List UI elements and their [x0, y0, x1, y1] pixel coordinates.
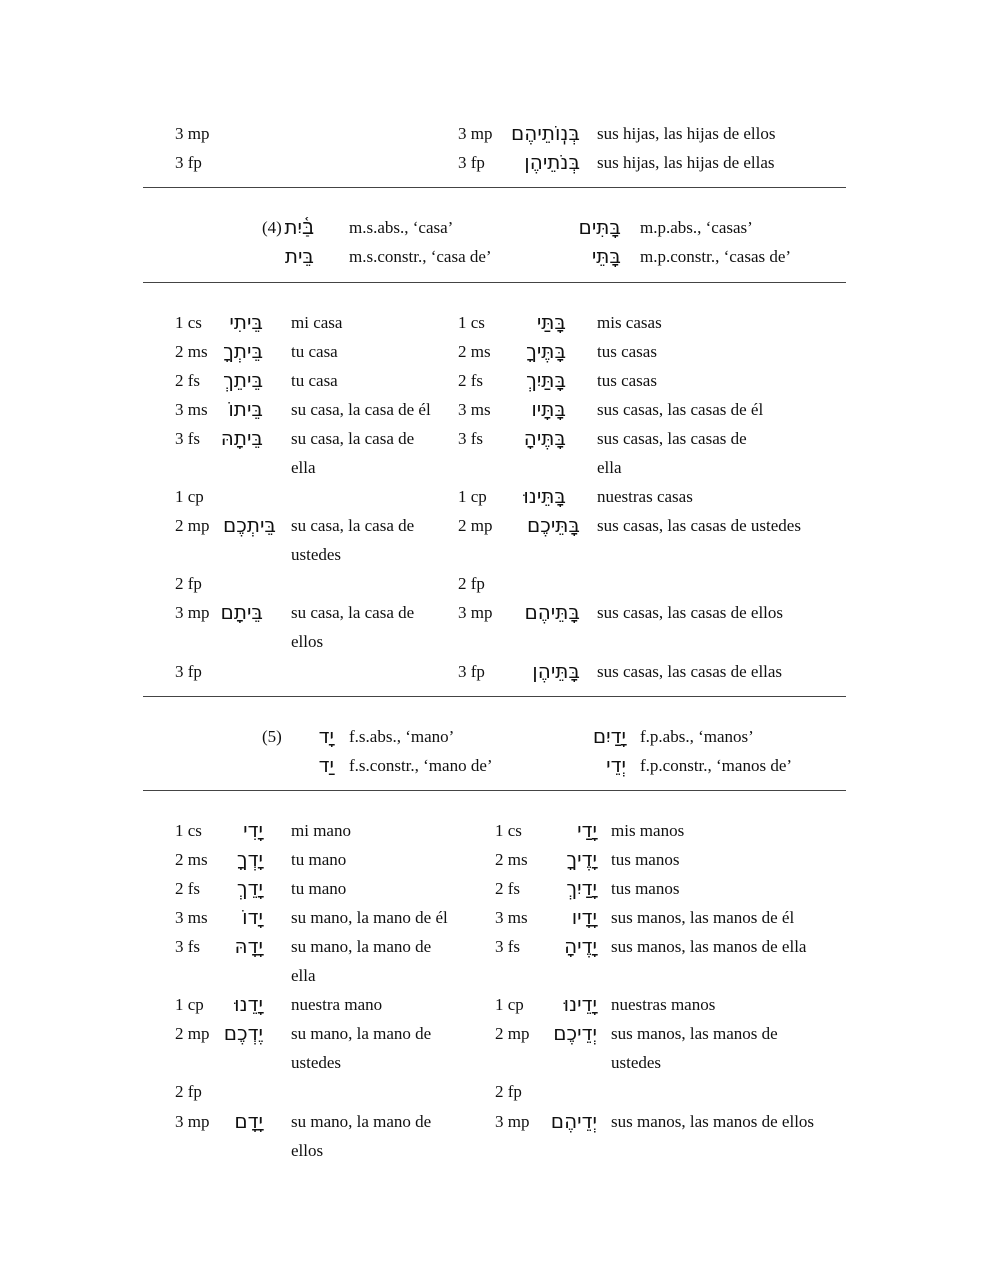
yad-left-pgn: 3 mp [175, 1112, 210, 1131]
bayit-right-gloss: tus casas [597, 342, 657, 361]
yad-left-hebrew: יָדֵךְ [236, 876, 263, 900]
bayit-right-hebrew: בָּתָּיו [531, 397, 566, 421]
bayit-right-hebrew: בָּתֵּיכֶם [526, 513, 580, 537]
bayit-right-gloss: sus casas, las casas de él [597, 400, 764, 419]
yad-right-gloss: mis manos [611, 821, 685, 840]
yad-left-hebrew: יָדָהּ [234, 934, 263, 958]
top-row2-right-pgn: 3 fp [458, 153, 485, 172]
divider [143, 790, 846, 791]
yad-right-gloss: sus manos, las manos de [611, 1024, 778, 1043]
bayit-right-hebrew: בָּתַּיִךְ [526, 368, 566, 392]
yad-right-gloss: nuestras manos [611, 995, 716, 1014]
yad-left-hebrew: יָדִי [243, 818, 263, 842]
yad-pl-abs-hebrew: יָדַיִם [592, 724, 626, 748]
entry-number: (5) [262, 727, 282, 746]
yad-sg-abs-hebrew: יָד [318, 724, 334, 748]
yad-left-pgn: 2 fp [175, 1082, 202, 1101]
yad-left-hebrew: יָדֵנוּ [234, 992, 263, 1016]
yad-left-pgn: 3 fs [175, 937, 201, 956]
divider [143, 187, 846, 188]
bayit-right-pgn: 2 ms [458, 342, 491, 361]
bayit-left-gloss: su casa, la casa de [291, 603, 415, 622]
bayit-left-pgn: 1 cp [175, 487, 204, 506]
bayit-sg-abs-hebrew: בַּ֫יִת [284, 215, 314, 239]
yad-left-gloss-cont: ellos [291, 1141, 324, 1160]
bayit-right-hebrew: בָּתֶּיהָ [523, 426, 566, 450]
top-row2-left-pgn: 3 fp [175, 153, 202, 172]
top-row1-right-hebrew: בְּנֽוֹתֵיהֶם [511, 121, 580, 145]
bayit-right-hebrew: בָּתֵּיהֶם [524, 600, 580, 624]
bayit-pl-abs-hebrew: בָּתִּים [578, 215, 621, 239]
yad-left-hebrew: יָדְךָ [236, 847, 263, 871]
bayit-right-hebrew: בָּתַּי [536, 310, 566, 334]
yad-right-pgn: 1 cs [495, 821, 522, 840]
bayit-left-gloss: tu casa [291, 371, 338, 390]
yad-right-hebrew: יָדַיִךְ [566, 876, 597, 900]
bayit-left-pgn: 3 fs [175, 429, 201, 448]
bayit-left-pgn: 3 fp [175, 662, 202, 681]
top-row2-right-hebrew: בְּנֹתֵיהֶן [524, 150, 580, 174]
yad-left-pgn: 2 fs [175, 879, 201, 898]
yad-right-hebrew: יָדַי [577, 818, 597, 842]
yad-left-hebrew: יֶדְכֶם [223, 1021, 263, 1045]
bayit-right-gloss: sus casas, las casas de [597, 429, 747, 448]
bayit-left-hebrew: בֵּיתְכֶם [222, 513, 276, 537]
bayit-sg-constr-gloss: m.s.constr., ‘casa de’ [349, 247, 492, 266]
yad-pl-abs-gloss: f.p.abs., ‘manos’ [640, 727, 754, 746]
yad-right-pgn: 3 ms [495, 908, 528, 927]
yad-left-pgn: 1 cs [175, 821, 202, 840]
bayit-left-hebrew: בֵּיתִי [229, 310, 263, 334]
bayit-left-gloss-cont: ella [291, 458, 316, 477]
bayit-right-pgn: 3 mp [458, 603, 493, 622]
bayit-right-gloss: mis casas [597, 313, 662, 332]
top-row1-right-gloss: sus hijas, las hijas de ellos [597, 124, 776, 143]
yad-pl-constr-gloss: f.p.constr., ‘manos de’ [640, 756, 793, 775]
bayit-right-pgn: 2 mp [458, 516, 493, 535]
bayit-pl-abs-gloss: m.p.abs., ‘casas’ [640, 218, 753, 237]
bayit-pl-constr-gloss: m.p.constr., ‘casas de’ [640, 247, 792, 266]
bayit-right-pgn: 3 fs [458, 429, 484, 448]
bayit-left-pgn: 3 mp [175, 603, 210, 622]
bayit-left-hebrew: בֵּיתֵךְ [223, 368, 263, 392]
bayit-left-hebrew: בֵּיתָהּ [220, 426, 263, 450]
bayit-left-hebrew: בֵּיתְךָ [223, 339, 263, 363]
yad-right-hebrew: יָדֵינוּ [563, 992, 597, 1016]
bayit-left-pgn: 2 fs [175, 371, 201, 390]
bayit-right-hebrew: בָּתֵּיהֶן [532, 659, 580, 683]
yad-left-pgn: 3 ms [175, 908, 208, 927]
yad-right-gloss-cont: ustedes [611, 1053, 662, 1072]
bayit-right-gloss: sus casas, las casas de ellos [597, 603, 784, 622]
bayit-left-gloss-cont: ellos [291, 632, 324, 651]
bayit-right-gloss-cont: ella [597, 458, 622, 477]
top-row1-left-pgn: 3 mp [175, 124, 210, 143]
bayit-left-gloss: su casa, la casa de [291, 516, 415, 535]
bayit-left-gloss: su casa, la casa de [291, 429, 415, 448]
yad-right-pgn: 1 cp [495, 995, 524, 1014]
yad-right-gloss: sus manos, las manos de ella [611, 937, 807, 956]
bayit-right-gloss: nuestras casas [597, 487, 693, 506]
yad-left-gloss-cont: ustedes [291, 1053, 342, 1072]
yad-left-gloss: tu mano [291, 879, 347, 898]
yad-right-gloss: tus manos [611, 879, 680, 898]
yad-right-hebrew: יָדֶיהָ [564, 934, 597, 958]
bayit-right-pgn: 2 fp [458, 574, 485, 593]
bayit-right-pgn: 3 fp [458, 662, 485, 681]
bayit-right-pgn: 2 fs [458, 371, 484, 390]
yad-left-gloss: nuestra mano [291, 995, 383, 1014]
yad-left-gloss: mi mano [291, 821, 351, 840]
bayit-left-pgn: 3 ms [175, 400, 208, 419]
yad-left-gloss: tu mano [291, 850, 347, 869]
yad-sg-constr-gloss: f.s.constr., ‘mano de’ [349, 756, 493, 775]
bayit-left-gloss-cont: ustedes [291, 545, 342, 564]
yad-right-pgn: 3 mp [495, 1112, 530, 1131]
bayit-left-pgn: 2 mp [175, 516, 210, 535]
bayit-sg-constr-hebrew: בֵּית [284, 244, 314, 268]
yad-left-gloss: su mano, la mano de [291, 1112, 432, 1131]
bayit-left-hebrew: בֵּיתוֹ [228, 397, 263, 421]
yad-sg-constr-hebrew: יַד [318, 753, 334, 777]
yad-right-gloss: sus manos, las manos de él [611, 908, 795, 927]
bayit-right-pgn: 1 cp [458, 487, 487, 506]
yad-left-pgn: 2 mp [175, 1024, 210, 1043]
yad-left-gloss-cont: ella [291, 966, 316, 985]
bayit-left-gloss: tu casa [291, 342, 338, 361]
bayit-left-pgn: 2 fp [175, 574, 202, 593]
bayit-right-gloss: tus casas [597, 371, 657, 390]
yad-right-pgn: 2 mp [495, 1024, 530, 1043]
yad-sg-abs-gloss: f.s.abs., ‘mano’ [349, 727, 455, 746]
bayit-left-pgn: 2 ms [175, 342, 208, 361]
bayit-left-hebrew: בֵּיתָם [220, 600, 263, 624]
yad-left-gloss: su mano, la mano de él [291, 908, 448, 927]
divider [143, 696, 846, 697]
yad-left-pgn: 1 cp [175, 995, 204, 1014]
yad-left-gloss: su mano, la mano de [291, 937, 432, 956]
top-row2-right-gloss: sus hijas, las hijas de ellas [597, 153, 775, 172]
top-row1-right-pgn: 3 mp [458, 124, 493, 143]
bayit-left-gloss: su casa, la casa de él [291, 400, 431, 419]
bayit-right-pgn: 1 cs [458, 313, 485, 332]
yad-right-pgn: 3 fs [495, 937, 521, 956]
yad-left-hebrew: יָדָם [234, 1109, 263, 1133]
yad-left-pgn: 2 ms [175, 850, 208, 869]
bayit-right-pgn: 3 ms [458, 400, 491, 419]
yad-right-pgn: 2 fp [495, 1082, 522, 1101]
bayit-left-gloss: mi casa [291, 313, 343, 332]
yad-right-pgn: 2 ms [495, 850, 528, 869]
yad-pl-constr-hebrew: יְדֵי [606, 753, 626, 777]
yad-right-hebrew: יָדָיו [571, 905, 597, 929]
yad-right-gloss: sus manos, las manos de ellos [611, 1112, 815, 1131]
yad-left-hebrew: יָדוֹ [242, 905, 263, 929]
divider [143, 282, 846, 283]
yad-right-gloss: tus manos [611, 850, 680, 869]
bayit-pl-constr-hebrew: בָּתֵּי [591, 244, 621, 268]
yad-right-hebrew: יָדֶיךָ [566, 847, 597, 871]
bayit-right-gloss: sus casas, las casas de ellas [597, 662, 783, 681]
bayit-left-pgn: 1 cs [175, 313, 202, 332]
bayit-sg-abs-gloss: m.s.abs., ‘casa’ [349, 218, 454, 237]
yad-right-hebrew: יְדֵיהֶם [550, 1109, 597, 1133]
yad-right-hebrew: יְדֵיכֶם [553, 1021, 597, 1045]
bayit-right-hebrew: בָּתֶּיךָ [526, 339, 566, 363]
bayit-right-hebrew: בָּתֵּינוּ [523, 484, 566, 508]
entry-number: (4) [262, 218, 282, 237]
bayit-right-gloss: sus casas, las casas de ustedes [597, 516, 801, 535]
yad-left-gloss: su mano, la mano de [291, 1024, 432, 1043]
yad-right-pgn: 2 fs [495, 879, 521, 898]
